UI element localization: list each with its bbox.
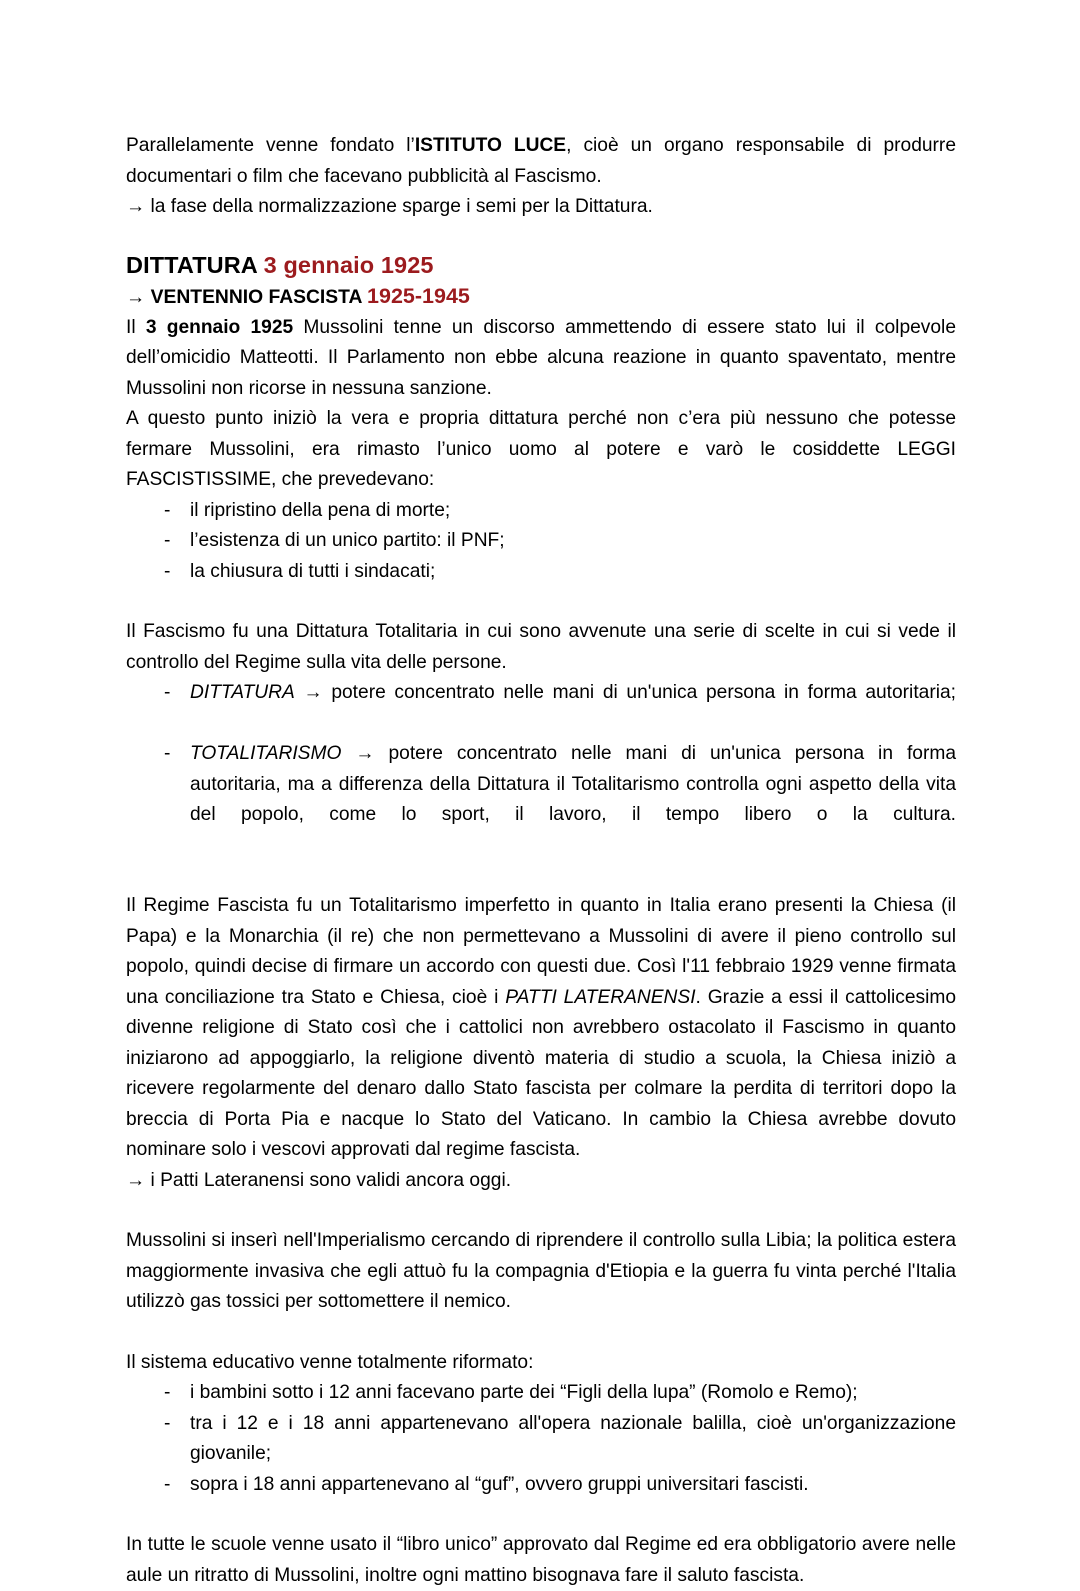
list-item: [126, 526, 956, 557]
list-sistema-scolastico: [126, 1378, 956, 1500]
bullet-dash-marker: -: [164, 1473, 171, 1495]
subtitle-red-range: 1925-1945: [367, 283, 470, 308]
list-item: [126, 739, 956, 861]
page-title-dittatura: [126, 249, 956, 281]
spacer: [126, 1196, 956, 1226]
bullet-dash-marker: -: [164, 682, 171, 703]
list-definizioni: [126, 678, 956, 861]
arrow-icon: →: [355, 743, 375, 764]
paragraph-sistema-educativo: Il sistema educativo venne totalmente riformato:: [126, 1351, 534, 1373]
list-item: [126, 557, 956, 588]
term-totalitarismo: TOTALITARISMO: [190, 743, 342, 764]
arrow-icon: →: [126, 286, 146, 308]
spacer: [126, 1318, 956, 1348]
paragraph-patti-part-2: . Grazie a essi il cattolicesimo divenne religione di Stato così che i cattolici non avrebbero ostacolato il Fascismo in quanto iniziarono ad appoggiarlo, la religione diventò materia di studio a scuola, la Chiesa iniziò a ricevere regolarmente del denaro dallo Stato fascista per colmare la perdita di territori dopo la breccia di Porta Pia e nacque lo Stato del Vaticano. In cambio la Chiesa avrebbe dovuto nominare solo i vescovi approvati dal regime fascista.: [126, 986, 956, 1160]
paragraph-patti-part-1: Il Regime Fascista fu un Totalitarismo imperfetto in quanto in Italia erano presenti la Chiesa (il Papa) e la Monarchia (il re) che non permettevano a Mussolini di avere il pieno controllo sul popolo, quindi decise di firmare un accordo con questi due. Così l'11 febbraio 1929 venne firmata una conciliazione tra Stato e Chiesa, cioè i: [126, 895, 956, 1008]
subtitle-black-part: VENTENNIO FASCISTA: [150, 286, 362, 308]
paragraph-patti-lateranensi: [126, 891, 956, 1166]
bullet-dash-marker: -: [164, 1412, 171, 1434]
list-item-label: sopra i 18 anni appartenevano al “guf”, ovvero gruppi universitari fascisti.: [190, 1473, 809, 1495]
paragraph-vera-dittatura: A questo punto iniziò la vera e propria dittatura perché non c’era più nessuno che potesse fermare Mussolini, era rimasto l’unico uomo al potere e varò le cosiddette LEGGI FASCISTISSIME, che prevedevano:: [126, 408, 956, 490]
list-item-label: l’esistenza di un unico partito: il PNF;: [190, 530, 505, 551]
bullet-dash-marker: -: [164, 530, 171, 551]
istituto-luce-bold: ISTITUTO LUCE: [414, 135, 567, 156]
list-item-label: [190, 678, 956, 739]
patti-lateranensi-italic: PATTI LATERANENSI: [505, 986, 696, 1008]
arrow-icon: →: [303, 682, 323, 703]
spacer: [126, 587, 956, 617]
paragraph-istituto-luce: [126, 131, 956, 192]
bullet-dash-marker: -: [164, 499, 171, 521]
paragraph-discorso-after: Mussolini tenne un discorso ammettendo di essere stato lui il colpevole dell’omicidio Matteotti. Il Parlamento non ebbe alcuna reazione in quanto spaventato, mentre Mussolini non ricorse in nessuna sanzione.: [126, 316, 956, 399]
page-title-red-date: 3 gennaio 1925: [263, 251, 434, 278]
arrow-note-patti-validi: → i Patti Lateranensi sono validi ancora oggi.: [126, 1169, 512, 1191]
paragraph-dittatura-totalitaria: Il Fascismo fu una Dittatura Totalitaria in cui sono avvenute una serie di scelte in cui si vede il controllo del Regime sulla vita delle persone.: [126, 621, 956, 673]
bullet-dash-marker: -: [164, 1382, 171, 1403]
paragraph-discorso-3-gennaio: [126, 313, 956, 405]
list-item: [126, 1409, 956, 1470]
paragraph-istituto-luce-text-before: Parallelamente venne fondato l’: [126, 135, 415, 156]
date-bold-3-gennaio-1925: 3 gennaio 1925: [145, 316, 294, 338]
document-body: [126, 131, 956, 1591]
paragraph-istituto-luce-text-after: , cioè un organo responsabile di produrre documentari o film che facevano pubblicità al Fascismo.: [126, 135, 956, 187]
list-item: [126, 496, 956, 527]
list-item-label: [190, 739, 956, 861]
spacer: [126, 1500, 956, 1530]
arrow-note-normalizzazione: → la fase della normalizzazione sparge i semi per la Dittatura.: [126, 196, 653, 217]
spacer: [126, 861, 956, 891]
subtitle-ventennio-fascista: [126, 281, 956, 313]
list-item: [126, 1378, 956, 1409]
paragraph-imperialismo: Mussolini si inserì nell'Imperialismo cercando di riprendere il controllo sulla Libia; la politica estera maggiormente invasiva che egli attuò fu la compagnia d'Etiopia e la guerra fu vinta perché l'Italia utilizzò gas tossici per sottomettere il nemico.: [126, 1230, 956, 1312]
list-item-label: tra i 12 e i 18 anni appartenevano all'opera nazionale balilla, cioè un'organizzazione giovanile;: [190, 1412, 956, 1464]
list-item-label: il ripristino della pena di morte;: [190, 499, 451, 521]
spacer: [126, 223, 956, 249]
list-item: [126, 1470, 956, 1501]
definition-text: potere concentrato nelle mani di un'unica persona in forma autoritaria, ma a differenza della Dittatura il Totalitarismo controlla ogni aspetto della vita del popolo, come lo sport, il lavoro, il tempo libero o la cultura.: [190, 743, 956, 825]
bullet-dash-marker: -: [164, 743, 171, 764]
term-dittatura: DITTATURA: [190, 682, 295, 703]
definition-text: potere concentrato nelle mani di un'unica persona in forma autoritaria;: [331, 682, 956, 703]
bullet-dash-marker: -: [164, 560, 171, 582]
list-item-label: la chiusura di tutti i sindacati;: [190, 560, 436, 582]
list-leggi-fascistissime: [126, 496, 956, 588]
paragraph-libro-unico: In tutte le scuole venne usato il “libro unico” approvato dal Regime ed era obbligatorio avere nelle aule un ritratto di Mussolini, inoltre ogni mattino bisognava fare il saluto fascista.: [126, 1534, 956, 1586]
paragraph-discorso-before: Il: [126, 316, 146, 338]
list-item: [126, 678, 956, 739]
list-item-label: i bambini sotto i 12 anni facevano parte dei “Figli della lupa” (Romolo e Remo);: [190, 1382, 858, 1403]
page-title-black-part: DITTATURA: [126, 251, 257, 278]
